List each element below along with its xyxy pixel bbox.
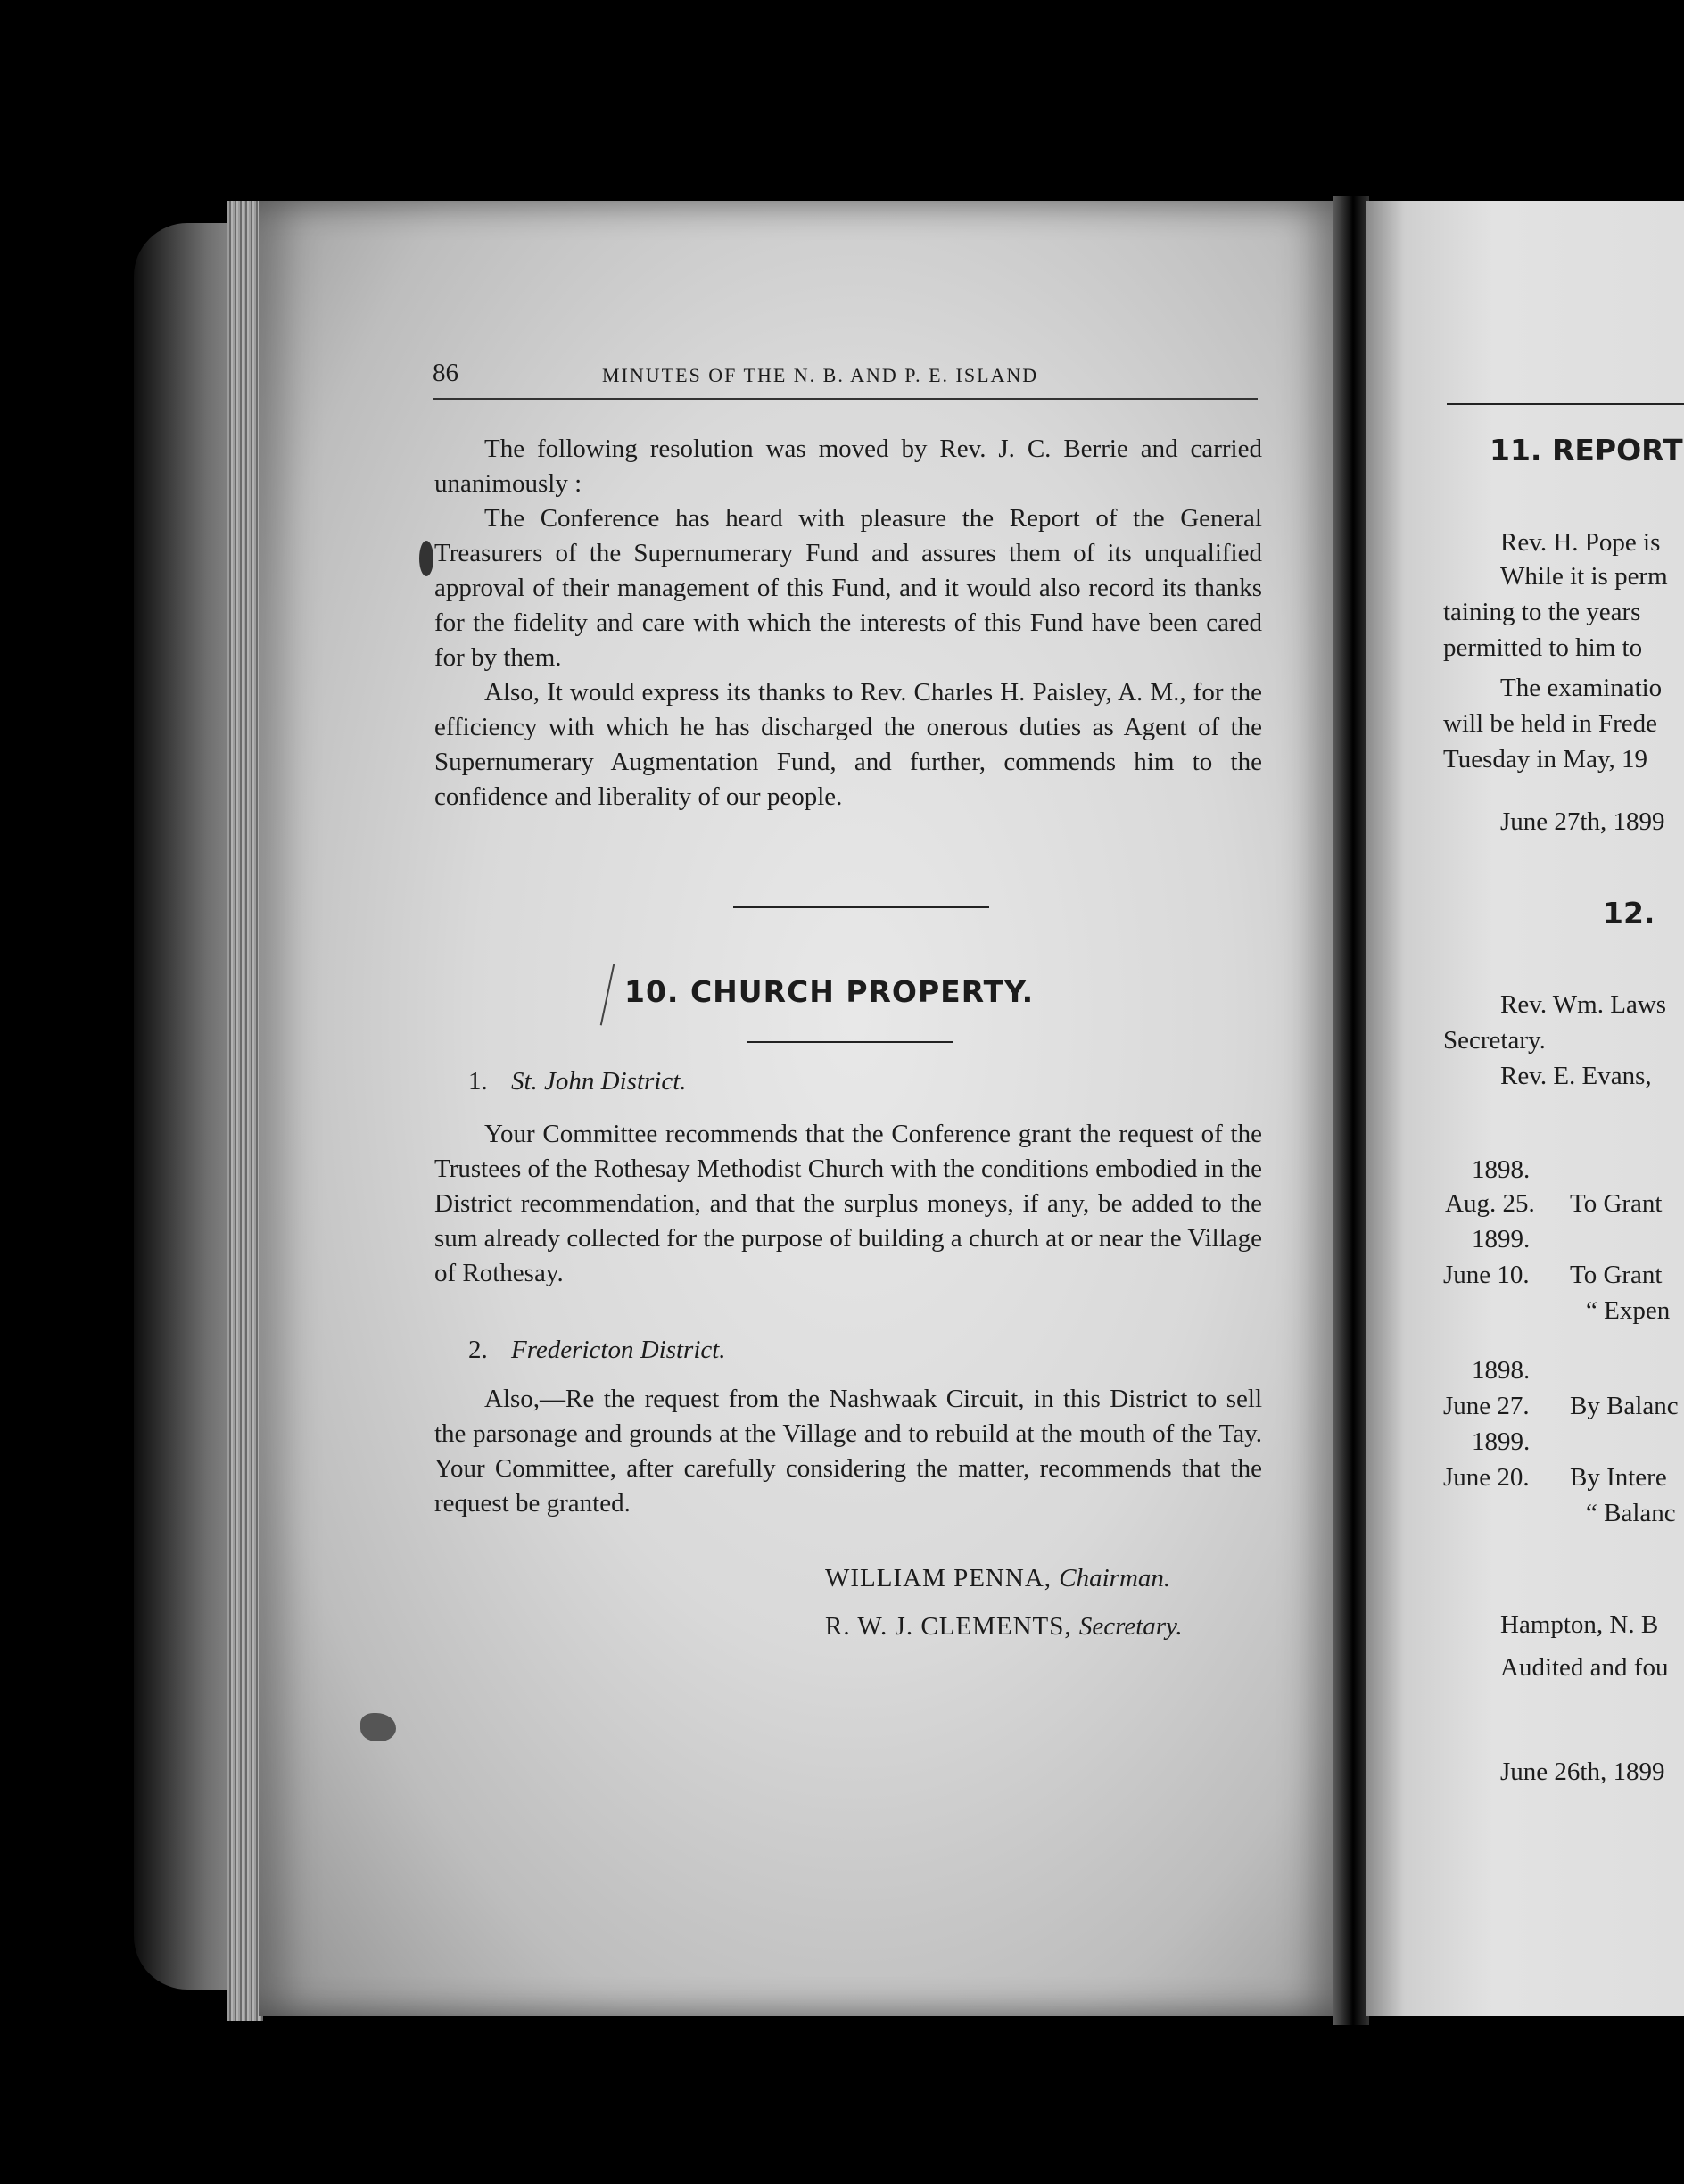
page-stack-edge: [227, 201, 263, 2021]
right-line: Rev. E. Evans,: [1500, 1062, 1652, 1090]
item-number: 2.: [468, 1336, 488, 1364]
signature-chairman: [825, 1564, 1170, 1593]
district-name: St. John District.: [511, 1067, 687, 1096]
right-line: will be held in Frede: [1443, 709, 1658, 738]
running-head: MINUTES OF THE N. B. AND P. E. ISLAND: [602, 364, 1039, 386]
right-page-rule: [1447, 403, 1684, 405]
paragraph: Also,—Re the request from the Nashwaak Circuit, in this District to sell the parsonage and grounds at the Village and to rebuild at the mouth of the Tay. Your Committee, after carefully considering the matter, recommends that the request be granted.: [434, 1385, 1262, 1518]
ink-blot: [419, 541, 433, 576]
item-title: [468, 1336, 726, 1365]
book-gutter: [1333, 196, 1369, 2025]
right-page: [1366, 201, 1684, 2016]
district-name: Fredericton District.: [511, 1336, 726, 1364]
paragraph: Also, It would express its thanks to Rev. Charles H. Paisley, A. M., for the efficiency with which he has discharged the onerous duties as Agent of the Supernumerary Augmentation Fund, and further, commends him to the confidence and liberality of our people.: [434, 678, 1262, 811]
right-line: Hampton, N. B: [1500, 1610, 1659, 1639]
right-line: Rev. Wm. Laws: [1500, 990, 1667, 1019]
item-text: [434, 1382, 1262, 1521]
intro-text: [434, 432, 1262, 815]
item-number: 1.: [468, 1067, 488, 1096]
ledger-date: June 10.: [1443, 1261, 1530, 1289]
ledger-entry: “ Balanc: [1586, 1499, 1676, 1527]
paragraph: The Conference has heard with pleasure the Report of the General Treasurers of the Supernumerary Fund and assures them of its unqualified approval of their management of this Fund, and it would also record its thanks for the fidelity and care with which the interests of this Fund have been cared for by them.: [434, 504, 1262, 672]
item-title: [468, 1067, 687, 1096]
right-heading-12: 12.: [1603, 896, 1655, 931]
ledger-date: Aug. 25.: [1445, 1189, 1535, 1218]
paper-stain: [360, 1713, 396, 1741]
signatory-role: Secretary.: [1078, 1612, 1183, 1641]
item-text: [434, 1117, 1262, 1291]
ledger-date: 1898.: [1472, 1356, 1531, 1385]
signature-secretary: [825, 1612, 1183, 1642]
page-number: 86: [433, 359, 458, 387]
paragraph: The following resolution was moved by Rev. J. C. Berrie and carried unanimously :: [434, 434, 1262, 498]
right-line: Audited and fou: [1500, 1653, 1669, 1682]
page-header: [433, 359, 1258, 400]
right-heading-11: 11. REPORT: [1490, 433, 1683, 467]
heading-underline: [747, 1041, 953, 1043]
right-line: June 26th, 1899: [1500, 1758, 1665, 1786]
section-divider: [733, 906, 989, 908]
right-line: June 27th, 1899: [1500, 807, 1665, 836]
right-line: taining to the years: [1443, 598, 1641, 626]
signatory-name: WILLIAM PENNA,: [825, 1564, 1052, 1592]
right-line: Tuesday in May, 19: [1443, 745, 1648, 774]
ledger-date: June 20.: [1443, 1463, 1530, 1492]
ledger-date: 1898.: [1472, 1155, 1531, 1184]
paragraph: Your Committee recommends that the Conference grant the request of the Trustees of the Rothesay Methodist Church with the conditions embodied in the District recommendation, and that the surplus moneys, if any, be added to the sum already collected for the purpose of building a church at or near the Village of Rothesay.: [434, 1120, 1262, 1287]
ledger-date: 1899.: [1472, 1225, 1531, 1253]
right-line: Rev. H. Pope is: [1500, 528, 1661, 557]
right-line: The examinatio: [1500, 674, 1663, 702]
signatory-name: R. W. J. CLEMENTS,: [825, 1612, 1072, 1641]
right-line: permitted to him to: [1443, 633, 1643, 662]
ledger-date: June 27.: [1443, 1392, 1530, 1420]
section-heading: 10. CHURCH PROPERTY.: [624, 974, 1035, 1009]
right-line: While it is perm: [1500, 562, 1668, 591]
ledger-entry: To Grant: [1570, 1189, 1663, 1218]
ledger-entry: By Balanc: [1570, 1392, 1679, 1420]
ledger-entry: To Grant: [1570, 1261, 1663, 1289]
signatory-role: Chairman.: [1059, 1564, 1171, 1592]
ledger-entry: “ Expen: [1586, 1296, 1671, 1325]
ledger-date: 1899.: [1472, 1427, 1531, 1456]
right-line: Secretary.: [1443, 1026, 1546, 1055]
ledger-entry: By Intere: [1570, 1463, 1667, 1492]
